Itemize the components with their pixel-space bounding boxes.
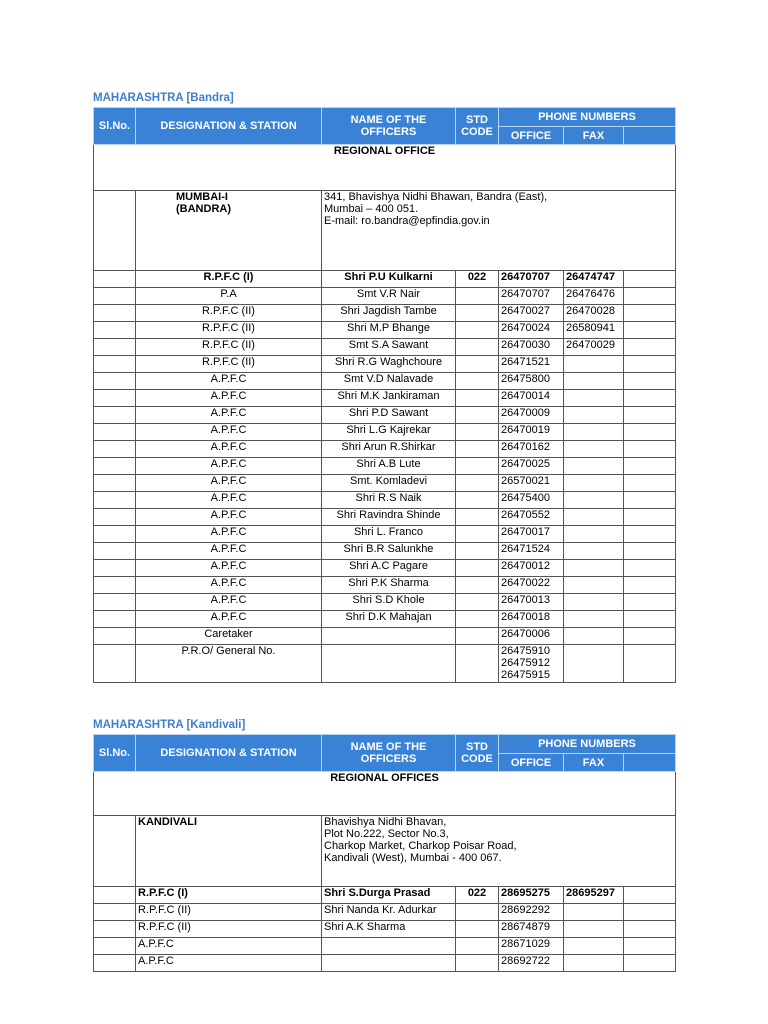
- std-code-cell: [456, 904, 499, 921]
- std-code-cell: [456, 424, 499, 441]
- table-row: [94, 887, 676, 904]
- officer-name-cell: [322, 628, 456, 645]
- header-std-code: STD CODE: [456, 735, 499, 772]
- std-code-cell: [456, 921, 499, 938]
- office-phone-cell: 26470707: [499, 288, 564, 305]
- blank-cell: [624, 560, 676, 577]
- blank-cell: [624, 921, 676, 938]
- fax-cell: [564, 526, 624, 543]
- blank-cell: [624, 458, 676, 475]
- officer-name-cell: Shri L.G Kajrekar: [322, 424, 456, 441]
- designation-cell: A.P.F.C: [136, 475, 322, 492]
- officer-name-cell: [322, 955, 456, 972]
- slno-cell: [94, 492, 136, 509]
- officer-name-cell: Shri M.K Jankiraman: [322, 390, 456, 407]
- office-phone-cell: 26470013: [499, 594, 564, 611]
- slno-cell: [94, 475, 136, 492]
- slno-cell: [94, 577, 136, 594]
- table-row: [94, 339, 676, 356]
- office-phone-cell: 26470552: [499, 509, 564, 526]
- table-row: [94, 543, 676, 560]
- table-body-bandra: [94, 145, 676, 683]
- regional-office-heading: REGIONAL OFFICE: [94, 145, 676, 191]
- table-row: [94, 645, 676, 683]
- std-code-cell: [456, 938, 499, 955]
- slno-cell: [94, 887, 136, 904]
- std-code-cell: [456, 441, 499, 458]
- header-fax: FAX: [564, 754, 624, 772]
- blank-cell: [624, 441, 676, 458]
- slno-cell: [94, 356, 136, 373]
- table-row: [94, 407, 676, 424]
- officer-name-cell: Shri A.C Pagare: [322, 560, 456, 577]
- office-phone-cell: 28674879: [499, 921, 564, 938]
- office-phone-cell: 26470022: [499, 577, 564, 594]
- fax-cell: 26476476: [564, 288, 624, 305]
- designation-cell: A.P.F.C: [136, 594, 322, 611]
- table-row: [94, 356, 676, 373]
- blank-cell: [624, 390, 676, 407]
- slno-cell: [94, 938, 136, 955]
- blank-cell: [624, 339, 676, 356]
- table-row: [94, 322, 676, 339]
- table-row: [94, 921, 676, 938]
- table-row: [94, 390, 676, 407]
- blank-cell: [624, 904, 676, 921]
- table-row: [94, 441, 676, 458]
- designation-cell: A.P.F.C: [136, 492, 322, 509]
- section-title-kandivali: MAHARASHTRA [Kandivali]: [93, 719, 246, 731]
- std-code-cell: [456, 458, 499, 475]
- office-phone-cell: 28695275: [499, 887, 564, 904]
- office-phone-cell: 28671029: [499, 938, 564, 955]
- designation-cell: P.R.O/ General No.: [136, 645, 322, 683]
- slno-cell: [94, 322, 136, 339]
- directory-table-kandivali: [93, 734, 676, 972]
- designation-cell: R.P.F.C (II): [136, 921, 322, 938]
- designation-cell: R.P.F.C (II): [136, 322, 322, 339]
- slno-cell: [94, 288, 136, 305]
- blank-cell: [624, 526, 676, 543]
- office-phone-cell: 26470030: [499, 339, 564, 356]
- designation-cell: R.P.F.C (I): [136, 887, 322, 904]
- slno-cell: [94, 509, 136, 526]
- officer-name-cell: Shri D.K Mahajan: [322, 611, 456, 628]
- officer-name-cell: Smt V.D Nalavade: [322, 373, 456, 390]
- designation-cell: A.P.F.C: [136, 526, 322, 543]
- office-phone-cell: 26470027: [499, 305, 564, 322]
- designation-cell: R.P.F.C (I): [136, 271, 322, 288]
- table-row: [94, 271, 676, 288]
- officer-name-cell: Smt. Komladevi: [322, 475, 456, 492]
- table-row: [94, 509, 676, 526]
- std-code-cell: [456, 356, 499, 373]
- officer-name-cell: [322, 645, 456, 683]
- table-row: [94, 955, 676, 972]
- slno-cell: [94, 816, 136, 887]
- officer-name-cell: Shri P.D Sawant: [322, 407, 456, 424]
- table-row: [94, 526, 676, 543]
- office-phone-cell: 26470019: [499, 424, 564, 441]
- officer-name-cell: Shri A.B Lute: [322, 458, 456, 475]
- slno-cell: [94, 628, 136, 645]
- fax-cell: [564, 560, 624, 577]
- office-phone-cell: 26471521: [499, 356, 564, 373]
- officer-name-cell: Shri P.K Sharma: [322, 577, 456, 594]
- slno-cell: [94, 594, 136, 611]
- fax-cell: [564, 611, 624, 628]
- std-code-cell: [456, 560, 499, 577]
- fax-cell: [564, 441, 624, 458]
- blank-cell: [624, 373, 676, 390]
- std-code-cell: [456, 628, 499, 645]
- table-row: [94, 594, 676, 611]
- blank-cell: [624, 594, 676, 611]
- designation-cell: A.P.F.C: [136, 509, 322, 526]
- fax-cell: [564, 577, 624, 594]
- std-code-cell: [456, 492, 499, 509]
- header-blank: [624, 127, 676, 145]
- office-phone-cell: 26475800: [499, 373, 564, 390]
- office-phone-cell: 26470707: [499, 271, 564, 288]
- header-office: OFFICE: [499, 127, 564, 145]
- table-row: [94, 424, 676, 441]
- header-office: OFFICE: [499, 754, 564, 772]
- std-code-cell: 022: [456, 271, 499, 288]
- fax-cell: [564, 543, 624, 560]
- fax-cell: [564, 955, 624, 972]
- std-code-cell: [456, 305, 499, 322]
- office-phone-cell: 26470006: [499, 628, 564, 645]
- fax-cell: [564, 424, 624, 441]
- slno-cell: [94, 390, 136, 407]
- blank-cell: [624, 955, 676, 972]
- std-code-cell: [456, 339, 499, 356]
- std-code-cell: [456, 543, 499, 560]
- table-row: [94, 475, 676, 492]
- slno-cell: [94, 191, 136, 271]
- fax-cell: [564, 509, 624, 526]
- slno-cell: [94, 921, 136, 938]
- header-std-code: STD CODE: [456, 108, 499, 145]
- slno-cell: [94, 543, 136, 560]
- fax-cell: 26470029: [564, 339, 624, 356]
- designation-cell: A.P.F.C: [136, 955, 322, 972]
- blank-cell: [624, 424, 676, 441]
- officer-name-cell: Shri R.S Naik: [322, 492, 456, 509]
- std-code-cell: [456, 509, 499, 526]
- slno-cell: [94, 424, 136, 441]
- header-designation: DESIGNATION & STATION: [136, 108, 322, 145]
- officer-name-cell: Shri R.G Waghchoure: [322, 356, 456, 373]
- std-code-cell: [456, 390, 499, 407]
- header-officers: NAME OF THE OFFICERS: [322, 735, 456, 772]
- designation-cell: R.P.F.C (II): [136, 904, 322, 921]
- blank-cell: [624, 492, 676, 509]
- office-address: Bhavishya Nidhi Bhavan, Plot No.222, Sector No.3, Charkop Market, Charkop Poisar Road, Kandivali (West), Mumbai - 400 067.: [322, 816, 676, 887]
- slno-cell: [94, 904, 136, 921]
- blank-cell: [624, 356, 676, 373]
- officer-name-cell: Shri S.D Khole: [322, 594, 456, 611]
- std-code-cell: [456, 611, 499, 628]
- std-code-cell: [456, 322, 499, 339]
- table-row: [94, 904, 676, 921]
- designation-cell: A.P.F.C: [136, 424, 322, 441]
- officer-name-cell: Shri A.K Sharma: [322, 921, 456, 938]
- designation-cell: A.P.F.C: [136, 458, 322, 475]
- fax-cell: [564, 645, 624, 683]
- officer-name-cell: Smt V.R Nair: [322, 288, 456, 305]
- designation-cell: A.P.F.C: [136, 407, 322, 424]
- table-row: [94, 938, 676, 955]
- blank-cell: [624, 577, 676, 594]
- fax-cell: [564, 475, 624, 492]
- slno-cell: [94, 441, 136, 458]
- fax-cell: [564, 938, 624, 955]
- office-phone-cell: 26471524: [499, 543, 564, 560]
- office-phone-cell: 26470014: [499, 390, 564, 407]
- fax-cell: 28695297: [564, 887, 624, 904]
- std-code-cell: [456, 955, 499, 972]
- slno-cell: [94, 373, 136, 390]
- slno-cell: [94, 407, 136, 424]
- header-blank: [624, 754, 676, 772]
- std-code-cell: [456, 577, 499, 594]
- fax-cell: [564, 390, 624, 407]
- blank-cell: [624, 543, 676, 560]
- table-row: [94, 305, 676, 322]
- header-phone-numbers: PHONE NUMBERS: [499, 735, 676, 754]
- slno-cell: [94, 955, 136, 972]
- header-phone-numbers: PHONE NUMBERS: [499, 108, 676, 127]
- slno-cell: [94, 458, 136, 475]
- fax-cell: [564, 921, 624, 938]
- blank-cell: [624, 938, 676, 955]
- header-slno: Sl.No.: [94, 108, 136, 145]
- header-fax: FAX: [564, 127, 624, 145]
- blank-cell: [624, 887, 676, 904]
- designation-cell: A.P.F.C: [136, 611, 322, 628]
- designation-cell: A.P.F.C: [136, 441, 322, 458]
- fax-cell: [564, 628, 624, 645]
- fax-cell: [564, 373, 624, 390]
- std-code-cell: [456, 373, 499, 390]
- blank-cell: [624, 322, 676, 339]
- designation-cell: A.P.F.C: [136, 390, 322, 407]
- designation-cell: Caretaker: [136, 628, 322, 645]
- fax-cell: [564, 356, 624, 373]
- std-code-cell: [456, 645, 499, 683]
- table-row: [94, 611, 676, 628]
- table-row: [94, 628, 676, 645]
- std-code-cell: [456, 526, 499, 543]
- slno-cell: [94, 305, 136, 322]
- fax-cell: 26470028: [564, 305, 624, 322]
- header-designation: DESIGNATION & STATION: [136, 735, 322, 772]
- officer-name-cell: Shri Jagdish Tambe: [322, 305, 456, 322]
- regional-office-heading: REGIONAL OFFICES: [94, 772, 676, 816]
- blank-cell: [624, 611, 676, 628]
- designation-cell: R.P.F.C (II): [136, 305, 322, 322]
- std-code-cell: [456, 407, 499, 424]
- office-phone-cell: 26475910 26475912 26475915: [499, 645, 564, 683]
- table-row: [94, 560, 676, 577]
- officer-name-cell: Shri Arun R.Shirkar: [322, 441, 456, 458]
- office-phone-cell: 26470162: [499, 441, 564, 458]
- designation-cell: A.P.F.C: [136, 373, 322, 390]
- blank-cell: [624, 475, 676, 492]
- std-code-cell: [456, 594, 499, 611]
- office-phone-cell: 26470017: [499, 526, 564, 543]
- slno-cell: [94, 526, 136, 543]
- designation-cell: R.P.F.C (II): [136, 339, 322, 356]
- fax-cell: [564, 407, 624, 424]
- officer-name-cell: Shri Ravindra Shinde: [322, 509, 456, 526]
- blank-cell: [624, 305, 676, 322]
- directory-table-bandra: [93, 107, 676, 683]
- header-officers: NAME OF THE OFFICERS: [322, 108, 456, 145]
- blank-cell: [624, 645, 676, 683]
- std-code-cell: [456, 475, 499, 492]
- office-phone-cell: 26470024: [499, 322, 564, 339]
- slno-cell: [94, 271, 136, 288]
- fax-cell: 26580941: [564, 322, 624, 339]
- office-address: 341, Bhavishya Nidhi Bhawan, Bandra (East), Mumbai – 400 051. E-mail: ro.bandra@epfindia.gov.in: [322, 191, 676, 271]
- designation-cell: A.P.F.C: [136, 577, 322, 594]
- table-body-kandivali: [94, 772, 676, 972]
- designation-cell: A.P.F.C: [136, 938, 322, 955]
- blank-cell: [624, 628, 676, 645]
- section-title-bandra: MAHARASHTRA [Bandra]: [93, 92, 234, 104]
- office-phone-cell: 26475400: [499, 492, 564, 509]
- officer-name-cell: Shri M.P Bhange: [322, 322, 456, 339]
- designation-cell: P.A: [136, 288, 322, 305]
- table-row: [94, 492, 676, 509]
- office-phone-cell: 28692722: [499, 955, 564, 972]
- fax-cell: [564, 594, 624, 611]
- office-phone-cell: 26470012: [499, 560, 564, 577]
- std-code-cell: 022: [456, 887, 499, 904]
- office-phone-cell: 26470018: [499, 611, 564, 628]
- std-code-cell: [456, 288, 499, 305]
- office-phone-cell: 28692292: [499, 904, 564, 921]
- officer-name-cell: Shri L. Franco: [322, 526, 456, 543]
- table-row: [94, 577, 676, 594]
- fax-cell: [564, 458, 624, 475]
- officer-name-cell: Shri P.U Kulkarni: [322, 271, 456, 288]
- blank-cell: [624, 509, 676, 526]
- officer-name-cell: Shri Nanda Kr. Adurkar: [322, 904, 456, 921]
- blank-cell: [624, 288, 676, 305]
- office-phone-cell: 26570021: [499, 475, 564, 492]
- slno-cell: [94, 339, 136, 356]
- officer-name-cell: [322, 938, 456, 955]
- table-row: [94, 373, 676, 390]
- fax-cell: 26474747: [564, 271, 624, 288]
- table-row: [94, 458, 676, 475]
- officer-name-cell: Shri B.R Salunkhe: [322, 543, 456, 560]
- designation-cell: A.P.F.C: [136, 560, 322, 577]
- blank-cell: [624, 271, 676, 288]
- station-name: MUMBAI-I (BANDRA): [136, 191, 322, 271]
- fax-cell: [564, 492, 624, 509]
- officer-name-cell: Shri S.Durga Prasad: [322, 887, 456, 904]
- fax-cell: [564, 904, 624, 921]
- slno-cell: [94, 560, 136, 577]
- office-phone-cell: 26470025: [499, 458, 564, 475]
- designation-cell: R.P.F.C (II): [136, 356, 322, 373]
- designation-cell: A.P.F.C: [136, 543, 322, 560]
- slno-cell: [94, 611, 136, 628]
- table-row: [94, 288, 676, 305]
- blank-cell: [624, 407, 676, 424]
- office-phone-cell: 26470009: [499, 407, 564, 424]
- officer-name-cell: Smt S.A Sawant: [322, 339, 456, 356]
- station-name: KANDIVALI: [136, 816, 322, 887]
- header-slno: Sl.No.: [94, 735, 136, 772]
- slno-cell: [94, 645, 136, 683]
